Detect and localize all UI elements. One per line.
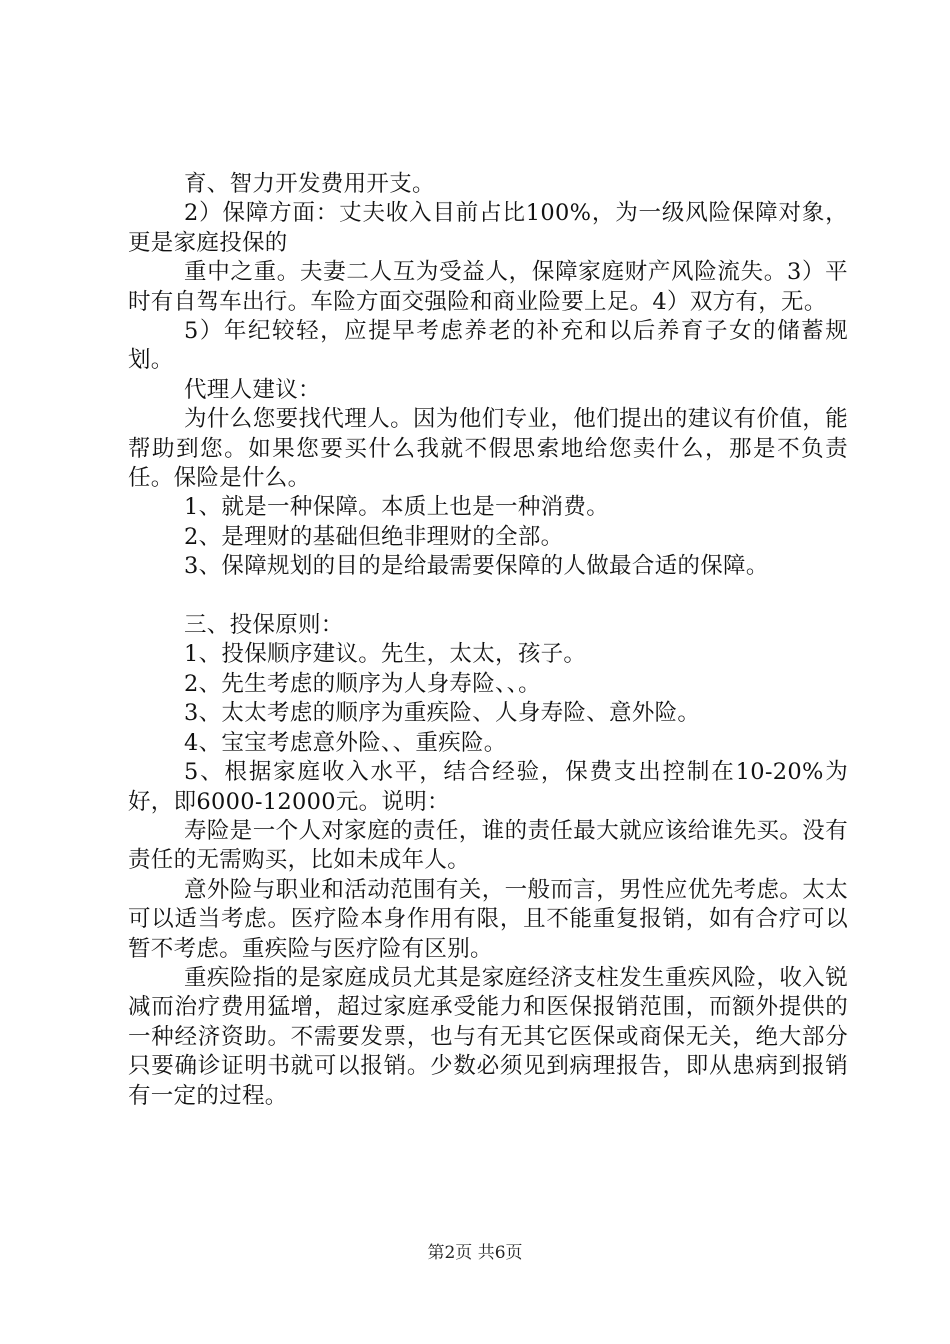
principle-3: 3、太太考虑的顺序为重疾险、人身寿险、意外险。 bbox=[184, 700, 701, 727]
paragraph-accident-insurance: 意外险与职业和活动范围有关，一般而言，男性应优先考虑。太太可以适当考虑。医疗险本身作用有限，且不能重复报销，如有合疗可以暂不考虑。重疾险与医疗险有区别。 bbox=[128, 876, 848, 962]
paragraph-key-priority: 重中之重。夫妻二人互为受益人，保障家庭财产风险流失。3）平时有自驾车出行。车险方面交强险和商业险要上足。4）双方有，无。 bbox=[128, 259, 848, 315]
paragraph-critical-illness: 重疾险指的是家庭成员尤其是家庭经济支柱发生重疾风险，收入锐减而治疗费用猛增，超过家庭承受能力和医保报销范围，而额外提供的一种经济资助。不需要发票，也与有无其它医保或商保无关，绝大部分只要确诊证明书就可以报销。少数必须见到病理报告，即从患病到报销有一定的过程。 bbox=[128, 964, 848, 1109]
principle-5: 5、根据家庭收入水平，结合经验，保费支出控制在10-20%为好，即6000-12000元。说明： bbox=[128, 759, 848, 815]
principle-2: 2、先生考虑的顺序为人身寿险、、。 bbox=[184, 670, 541, 697]
paragraph-protection: 2）保障方面：丈夫收入目前占比100%，为一级风险保障对象，更是家庭投保的 bbox=[128, 200, 848, 256]
paragraph-retirement: 5）年纪较轻，应提早考虑养老的补充和以后养育子女的储蓄规划。 bbox=[128, 318, 848, 374]
principle-4: 4、宝宝考虑意外险、、重疾险。 bbox=[184, 729, 507, 756]
page-number-footer: 第2页 共6页 bbox=[427, 1243, 523, 1263]
paragraph-agent-heading: 代理人建议： bbox=[184, 376, 321, 403]
paragraph-point-3: 3、保障规划的目的是给最需要保障的人做最合适的保障。 bbox=[184, 553, 769, 580]
paragraph-point-1: 1、就是一种保障。本质上也是一种消费。 bbox=[184, 494, 610, 521]
document-body bbox=[128, 170, 848, 1111]
paragraph-point-2: 2、是理财的基础但绝非理财的全部。 bbox=[184, 523, 564, 550]
section-heading-principles: 三、投保原则： bbox=[184, 612, 344, 639]
paragraph-continuation: 育、智力开发费用开支。 bbox=[184, 171, 435, 197]
paragraph-life-insurance: 寿险是一个人对家庭的责任，谁的责任最大就应该给谁先买。没有责任的无需购买，比如未成年人。 bbox=[128, 817, 848, 874]
principle-1: 1、投保顺序建议。先生，太太，孩子。 bbox=[184, 641, 587, 668]
paragraph-agent-why: 为什么您要找代理人。因为他们专业，他们提出的建议有价值，能帮助到您。如果您要买什么我就不假思索地给您卖什么，那是不负责任。保险是什么。 bbox=[128, 406, 848, 492]
